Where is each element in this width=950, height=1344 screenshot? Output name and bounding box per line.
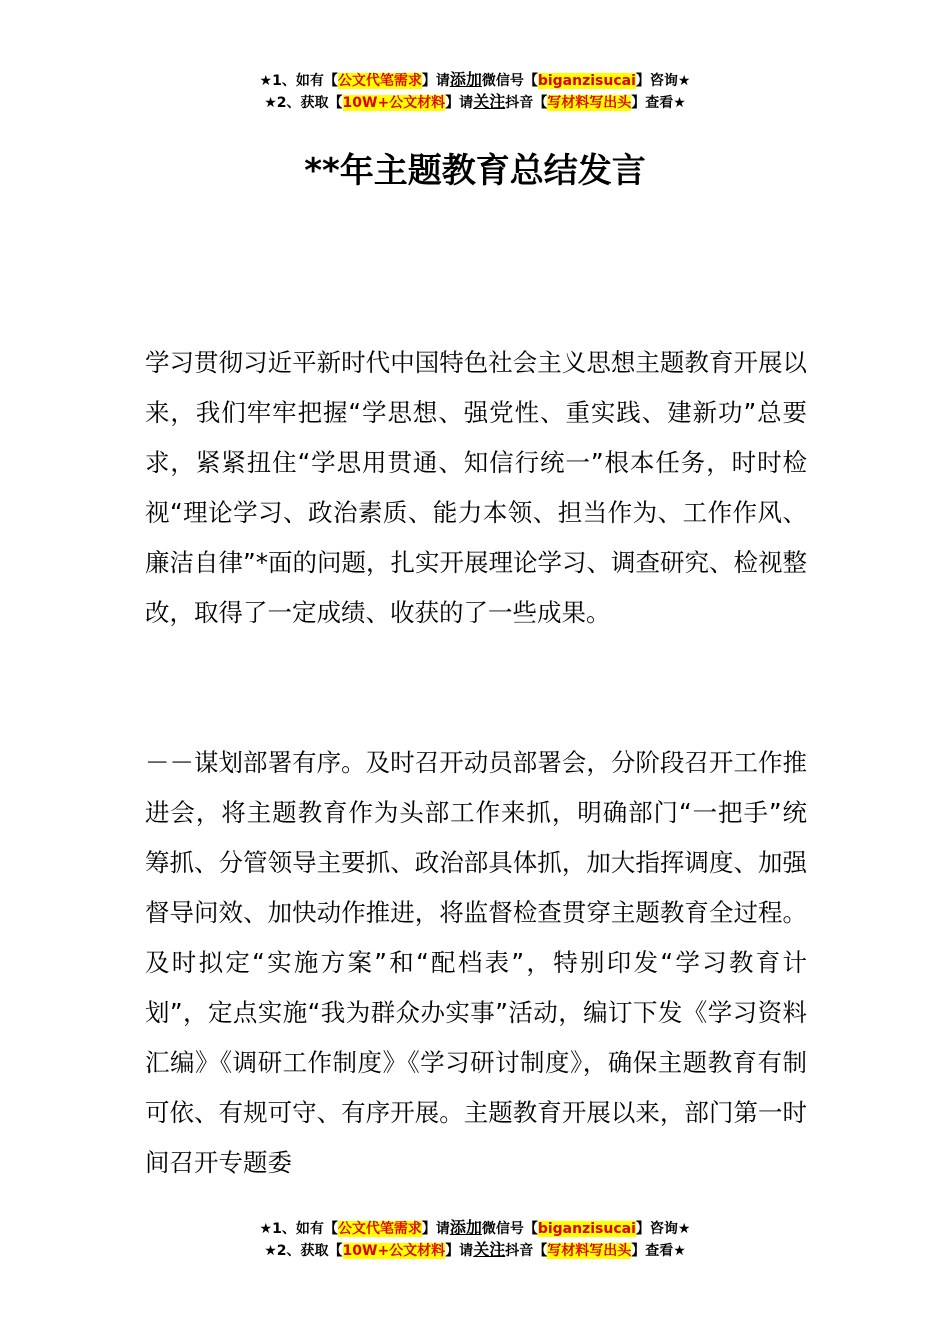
banner-text: ★2、获取【 bbox=[264, 95, 343, 111]
banner-line-2 bbox=[0, 92, 950, 114]
banner-text: ★1、如有【 bbox=[259, 73, 338, 89]
banner-line-1 bbox=[0, 1218, 950, 1240]
banner-text: 】请 bbox=[445, 95, 474, 111]
emphasis-text: 添加 bbox=[449, 1218, 482, 1237]
highlight-text: 10W+公文材料 bbox=[342, 1243, 446, 1259]
banner-text: 】请 bbox=[421, 73, 450, 89]
highlight-text: 公文代笔需求 bbox=[337, 1221, 422, 1237]
highlight-text: 公文代笔需求 bbox=[337, 73, 422, 89]
wechat-id-highlight: biganzisucai bbox=[537, 1221, 636, 1237]
banner-text: 】查看★ bbox=[631, 1243, 686, 1259]
page-title: **年主题教育总结发言 bbox=[304, 151, 646, 191]
banner-text: 微信号【 bbox=[481, 73, 538, 89]
banner-text: 】咨询★ bbox=[635, 73, 691, 89]
banner-text: 抖音【 bbox=[505, 1243, 548, 1259]
banner-text: 】查看★ bbox=[631, 95, 686, 111]
banner-text: 微信号【 bbox=[481, 1221, 538, 1237]
header-banner bbox=[0, 70, 950, 114]
douyin-id-highlight: 写材料写出头 bbox=[547, 95, 632, 111]
emphasis-text: 关注 bbox=[473, 1240, 506, 1259]
banner-line-1 bbox=[0, 70, 950, 92]
banner-text: ★1、如有【 bbox=[259, 1221, 338, 1237]
banner-text: 】请 bbox=[445, 1243, 474, 1259]
wechat-id-highlight: biganzisucai bbox=[537, 73, 636, 89]
douyin-id-highlight: 写材料写出头 bbox=[547, 1243, 632, 1259]
footer-banner bbox=[0, 1218, 950, 1262]
banner-text: ★2、获取【 bbox=[264, 1243, 343, 1259]
body-paragraph: －－谋划部署有序。及时召开动员部署会，分阶段召开工作推进会，将主题教育作为头部工作来抓，明确部门“一把手”统筹抓、分管领导主要抓、政治部具体抓，加大指挥调度、加强督导问效、加快动作推进，将监督检查贯穿主题教育全过程。及时拟定“实施方案”和“配档表”，特别印发“学习教育计划”，定点实施“我为群众办实事”活动，编订下发《学习资料汇编》《调研工作制度》《学习研讨制度》，确保主题教育有制可依、有规可守、有序开展。主题教育开展以来，部门第一时间召开专题委 bbox=[145, 748, 807, 1177]
emphasis-text: 关注 bbox=[473, 92, 506, 111]
banner-line-2 bbox=[0, 1240, 950, 1262]
banner-text: 】咨询★ bbox=[635, 1221, 691, 1237]
body-paragraph: 学习贯彻习近平新时代中国特色社会主义思想主题教育开展以来，我们牢牢把握“学思想、强党性、重实践、建新功”总要求，紧紧扭住“学思用贯通、知信行统一”根本任务，时时检视“理论学习、政治素质、能力本领、担当作为、工作作风、廉洁自律”*面的问题，扎实开展理论学习、调查研究、检视整改，取得了一定成绩、收获的了一些成果。 bbox=[145, 348, 807, 627]
emphasis-text: 添加 bbox=[449, 70, 482, 89]
banner-text: 】请 bbox=[421, 1221, 450, 1237]
highlight-text: 10W+公文材料 bbox=[342, 95, 446, 111]
banner-text: 抖音【 bbox=[505, 95, 548, 111]
